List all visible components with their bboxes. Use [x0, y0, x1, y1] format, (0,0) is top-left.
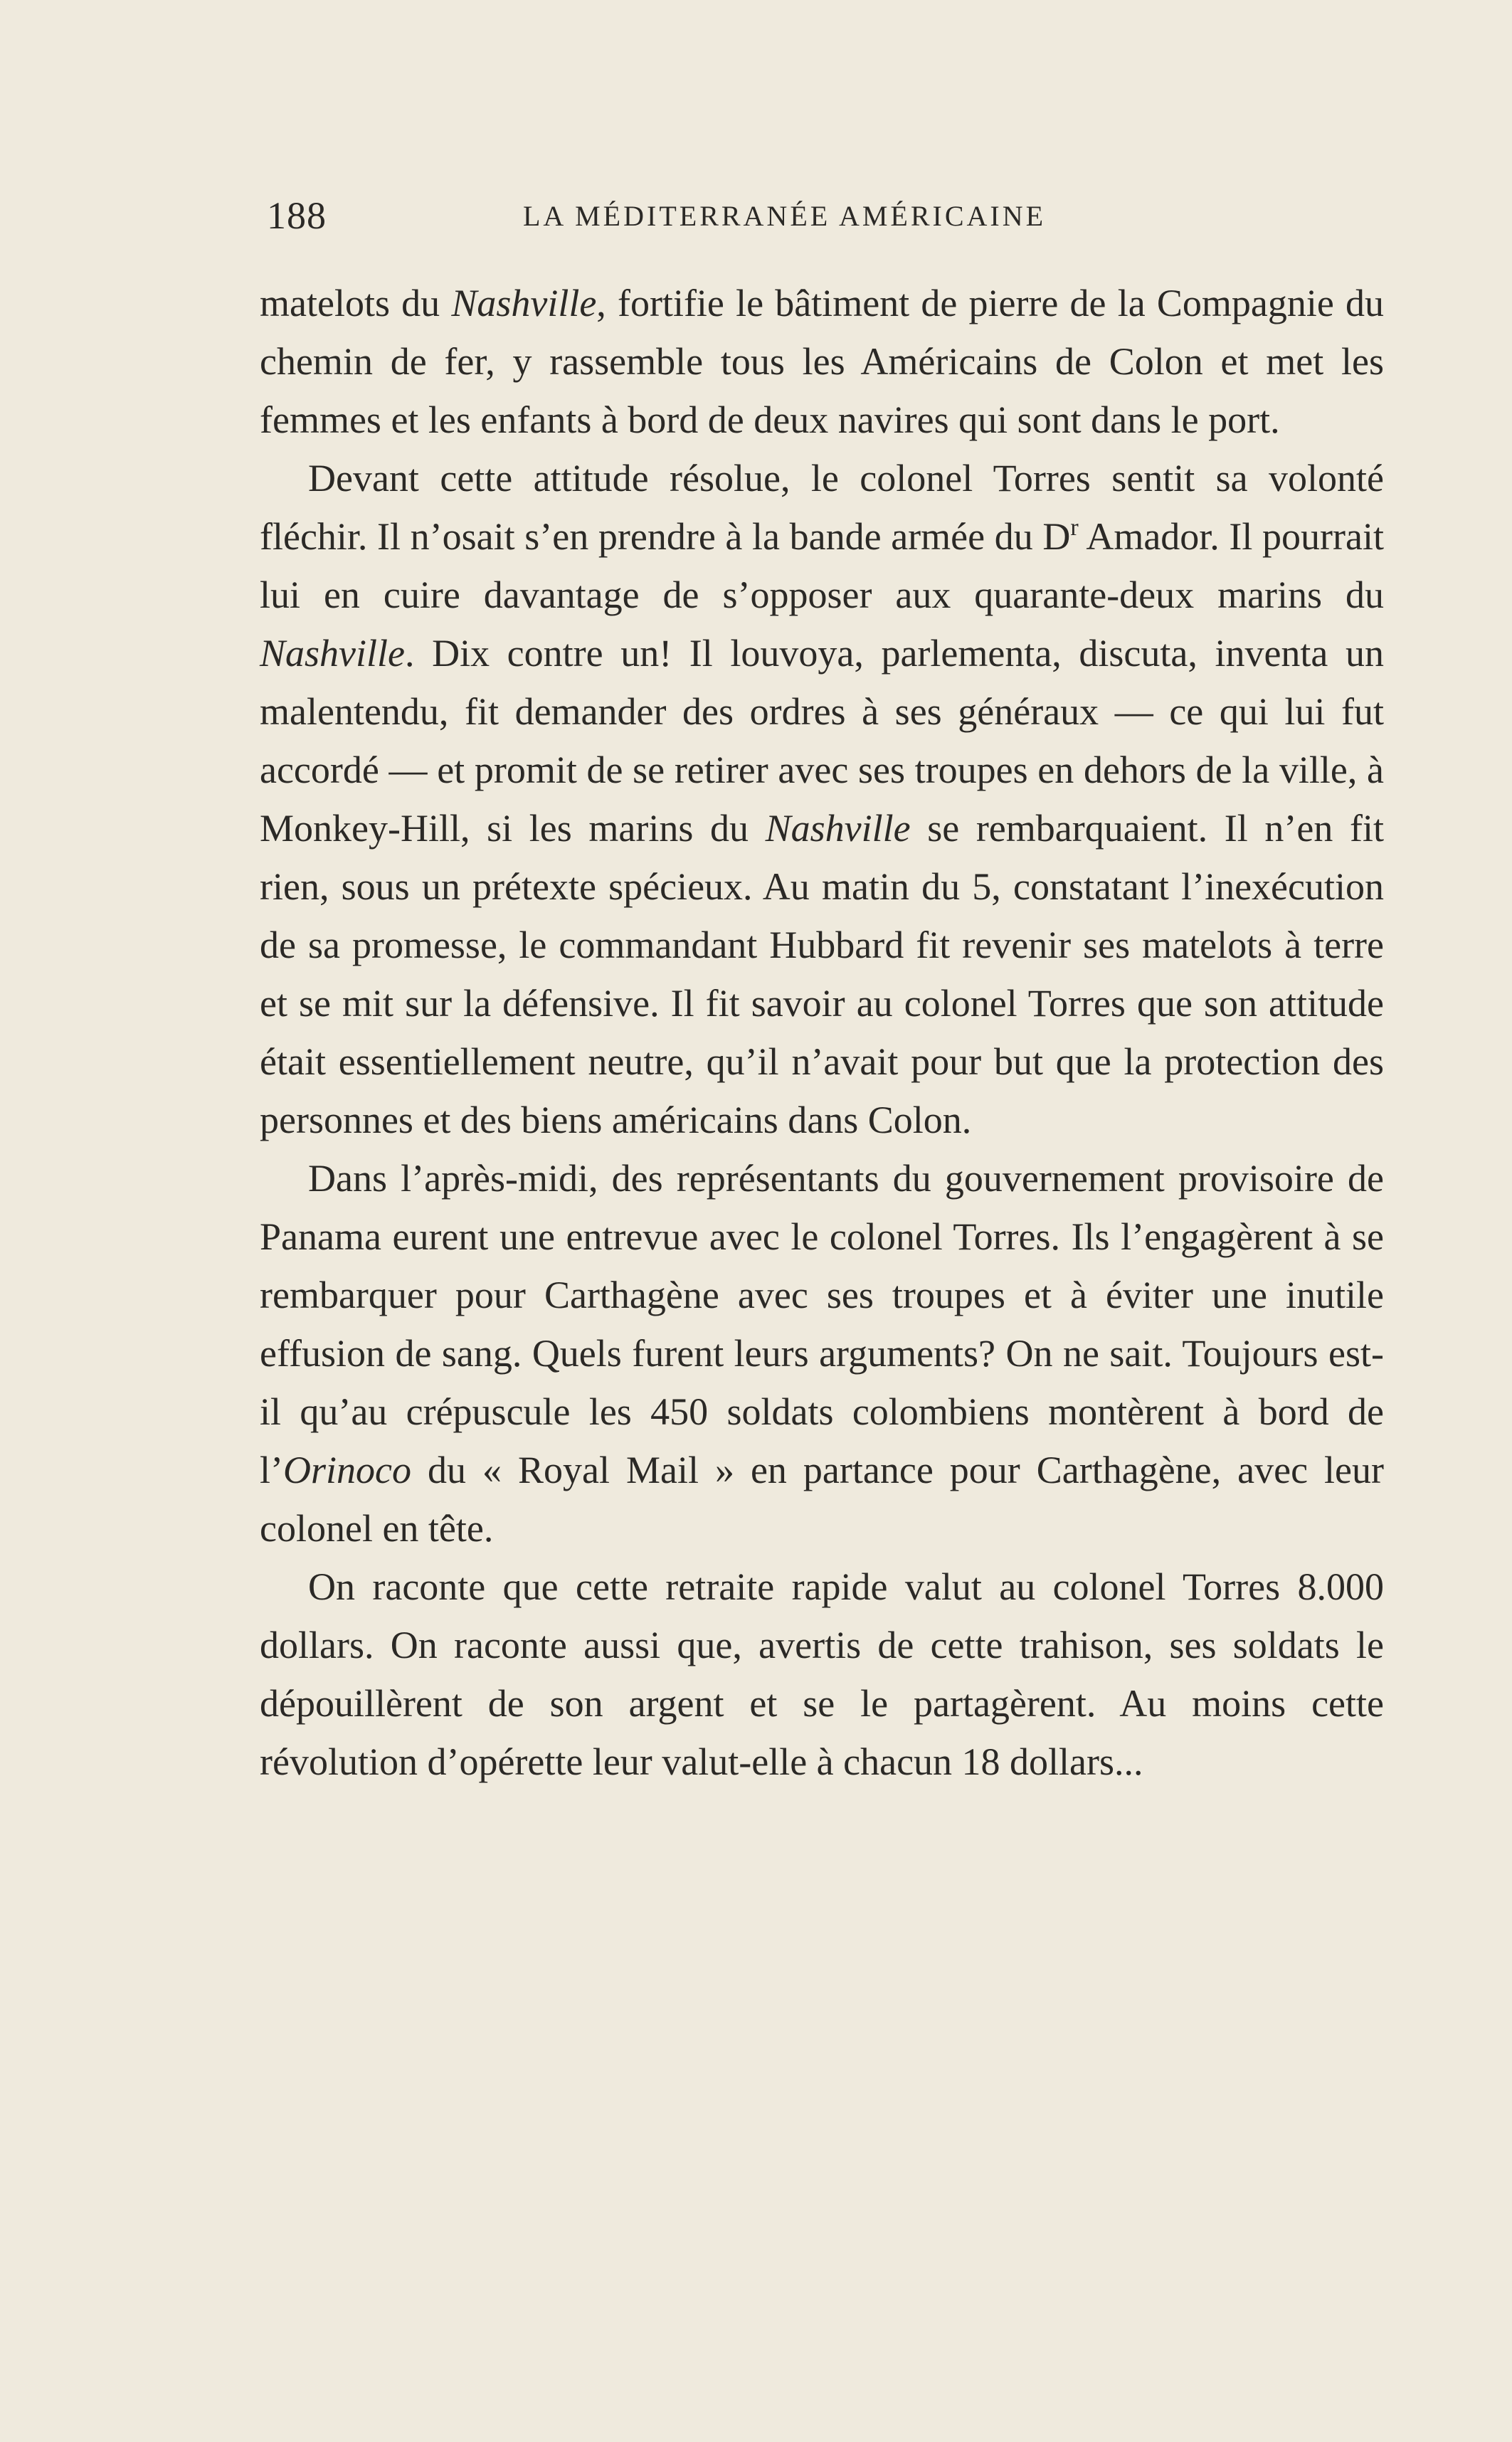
p3-text-a: Dans l’après-midi, des représentants du gouvernement provisoire de Panama eurent une entrevue avec le colonel Torres. Ils l’engagèrent à se rembarquer pour Carthagène avec ses troupes et à éviter une inutile effusion de sang. Quels furent leurs arguments? On ne sait. Toujours est-il qu’au crépuscule les 450 soldats colombiens montèrent à bord de l’ — [260, 1157, 1384, 1491]
p1-text-a: matelots du — [260, 282, 452, 324]
paragraph-3 — [260, 1149, 1384, 1558]
p3-text-c: du « Royal Mail » en partance pour Carthagène, avec leur colonel en tête. — [260, 1449, 1384, 1550]
paragraph-1 — [260, 274, 1384, 449]
p1-ship-name: Nashville — [451, 282, 597, 324]
paragraph-2 — [260, 449, 1384, 1149]
p2-text-f: se rembarquaient. Il n’en fit rien, sous un prétexte spécieux. Au matin du 5, constatant l’inexécution de sa promesse, le commandant Hubbard fit revenir ses matelots à terre et se mit sur la défensive. Il fit savoir au colonel Torres que son attitude était essentiellement neutre, qu’il n’avait pour but que la protection des personnes et des biens américains dans Colon. — [260, 807, 1384, 1141]
p2-ship-name-2: Nashville — [765, 807, 911, 850]
p2-text-d: . Dix contre un! Il louvoya, parlementa, discuta, inventa un malentendu, fit demander des ordres à ses généraux — ce qui lui fut accordé — et promit de se retirer avec ses troupes en dehors de la ville, à Monkey-Hill, si les marins du — [260, 632, 1384, 850]
paragraph-4 — [260, 1558, 1384, 1791]
running-title: LA MÉDITERRANÉE AMÉRICAINE — [523, 200, 1047, 232]
body-text — [260, 274, 1384, 1791]
p3-ship-name: Orinoco — [283, 1449, 411, 1491]
p2-text-b: Amador. Il pourrait lui en cuire davantage de s’opposer aux quarante-deux marins du — [260, 515, 1384, 616]
page-number: 188 — [267, 194, 327, 237]
p2-superscript: r — [1070, 514, 1079, 541]
p1-text-c: , fortifie le bâtiment de pierre de la Compagnie du chemin de fer, y rassemble tous les Américains de Colon et met les femmes et les enfants à bord de deux navires qui sont dans le port. — [260, 282, 1384, 441]
page-header — [267, 194, 1377, 258]
p4-text-a: On raconte que cette retraite rapide valut au colonel Torres 8.000 dollars. On raconte aussi que, avertis de cette trahison, ses soldats le dépouillèrent de son argent et se le partagèrent. Au moins cette révolution d’opérette leur valut-elle à chacun 18 dollars... — [260, 1565, 1384, 1783]
p2-text-a: Devant cette attitude résolue, le colonel Torres sentit sa volonté fléchir. Il n’osait s’en prendre à la bande armée du D — [260, 457, 1384, 558]
p2-ship-name-1: Nashville — [260, 632, 405, 675]
